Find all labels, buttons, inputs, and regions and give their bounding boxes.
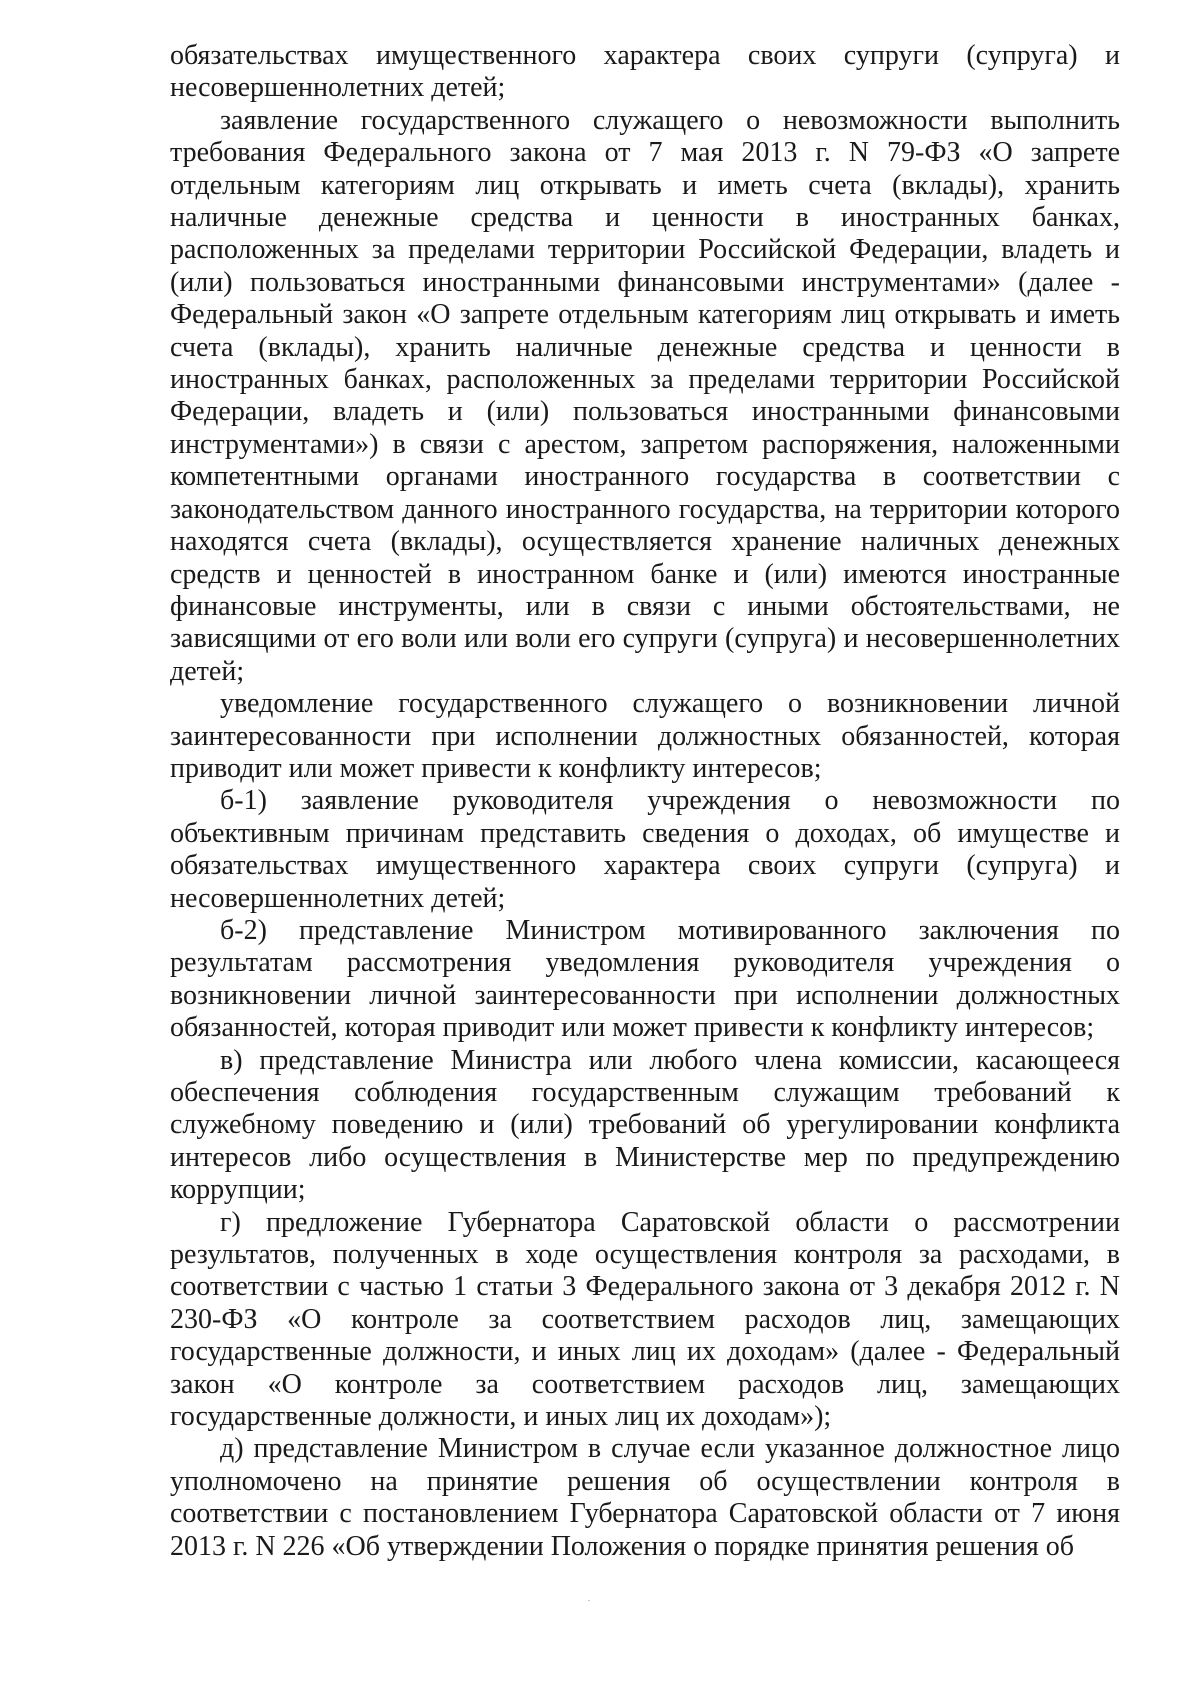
paragraph-notification-interest: уведомление государственного служащего о возникновении личной заинтересованности при исполнении должностных обязанностей, которая приводит или может привести к конфликту интересов; bbox=[170, 688, 1120, 784]
paragraph-b1: б-1) заявление руководителя учреждения о невозможности по объективным причинам представить сведения о доходах, об имуществе и обязательствах имущественного характера своих супруги (супруга) и несовершеннолетних детей; bbox=[170, 785, 1120, 914]
document-body bbox=[170, 40, 1120, 1563]
paragraph-statement-impossibility: заявление государственного служащего о невозможности выполнить требования Федерального закона от 7 мая 2013 г. N 79-ФЗ «О запрете отдельным категориям лиц открывать и иметь счета (вклады), хранить наличные денежные средства и ценности в иностранных банках, расположенных за пределами территории Российской Федерации, владеть и (или) пользоваться иностранными финансовыми инструментами» (далее - Федеральный закон «О запрете отдельным категориям лиц открывать и иметь счета (вклады), хранить наличные денежные средства и ценности в иностранных банках, расположенных за пределами территории Российской Федерации, владеть и (или) пользоваться иностранными финансовыми инструментами») в связи с арестом, запретом распоряжения, наложенными компетентными органами иностранного государства в соответствии с законодательством данного иностранного государства, на территории которого находятся счета (вклады), осуществляется хранение наличных денежных средств и ценностей в иностранном банке и (или) имеются иностранные финансовые инструменты, или в связи с иными обстоятельствами, не зависящими от его воли или воли его супруги (супруга) и несовершеннолетних детей; bbox=[170, 104, 1120, 687]
paragraph-continuation: обязательствах имущественного характера своих супруги (супруга) и несовершеннолетних детей; bbox=[170, 40, 1120, 104]
paragraph-d: д) представление Министром в случае если указанное должностное лицо уполномочено на принятие решения об осуществлении контроля в соответствии с постановлением Губернатора Саратовской области от 7 июня 2013 г. N 226 «Об утверждении Положения о порядке принятия решения об bbox=[170, 1433, 1120, 1562]
paragraph-v: в) представление Министра или любого члена комиссии, касающееся обеспечения соблюдения государственным служащим требований к служебному поведению и (или) требований об урегулировании конфликта интересов либо осуществления в Министерстве мер по предупреждению коррупции; bbox=[170, 1044, 1120, 1206]
paragraph-b2: б-2) представление Министром мотивированного заключения по результатам рассмотрения уведомления руководителя учреждения о возникновении личной заинтересованности при исполнении должностных обязанностей, которая приводит или может привести к конфликту интересов; bbox=[170, 914, 1120, 1044]
scan-speck bbox=[588, 1600, 590, 1601]
paragraph-g: г) предложение Губернатора Саратовской области о рассмотрении результатов, полученных в ходе осуществления контроля за расходами, в соответствии с частью 1 статьи 3 Федерального закона от 3 декабря 2012 г. N 230-ФЗ «О контроле за соответствием расходов лиц, замещающих государственные должности, и иных лиц их доходам» (далее - Федеральный закон «О контроле за соответствием расходов лиц, замещающих государственные должности, и иных лиц их доходам»); bbox=[170, 1206, 1120, 1433]
